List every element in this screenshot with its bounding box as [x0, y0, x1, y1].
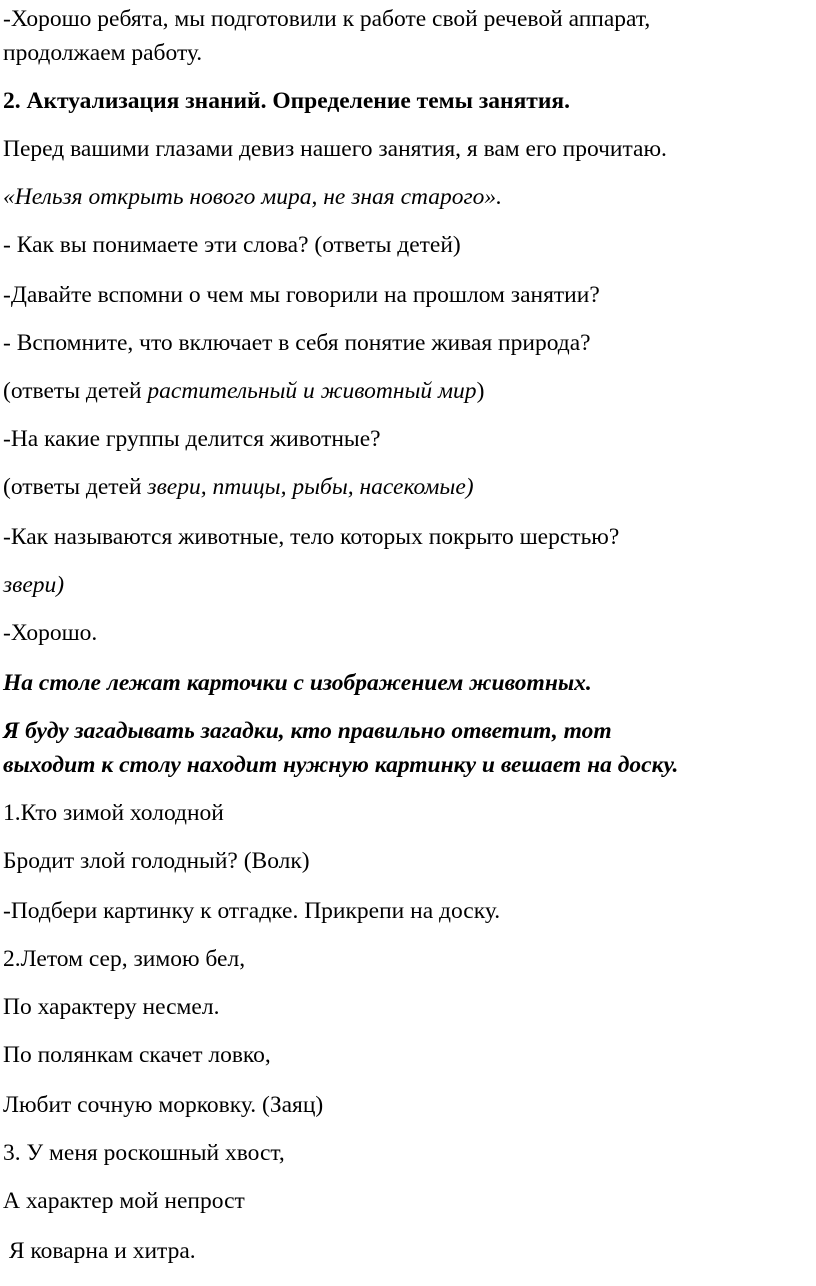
- answer-3-italic: растительный и животный мир: [147, 378, 477, 404]
- riddle-1-line-2: Бродит злой голодный? (Волк): [3, 848, 310, 874]
- answer-4-italic: звери, птицы, рыбы, насекомые): [147, 474, 474, 500]
- instruction-line-1: На столе лежат карточки с изображением животных.: [3, 670, 592, 696]
- answer-4: [3, 474, 474, 501]
- motto-intro: Перед вашими глазами девиз нашего занятия, я вам его прочитаю.: [3, 136, 667, 162]
- answer-3-suffix: ): [476, 378, 485, 404]
- question-2: -Давайте вспомни о чем мы говорили на прошлом занятии?: [3, 282, 600, 308]
- answer-3-prefix: (ответы детей: [3, 378, 148, 404]
- intro-line-1: -Хорошо ребята, мы подготовили к работе свой речевой аппарат,: [3, 6, 651, 32]
- riddle-3-line-2: А характер мой непрост: [3, 1188, 245, 1214]
- praise-line: -Хорошо.: [3, 620, 98, 646]
- riddle-3-line-3: Я коварна и хитра.: [3, 1238, 196, 1264]
- riddle-1-line-1: 1.Кто зимой холодной: [3, 800, 224, 826]
- intro-line-2: продолжаем работу.: [3, 40, 203, 66]
- question-3: - Вспомните, что включает в себя понятие живая природа?: [3, 330, 591, 356]
- section-heading: 2. Актуализация знаний. Определение темы занятия.: [3, 88, 570, 114]
- riddle-2-line-4: Любит сочную морковку. (Заяц): [3, 1092, 324, 1118]
- riddle-2-line-2: По характеру несмел.: [3, 994, 220, 1020]
- answer-4-prefix: (ответы детей: [3, 474, 148, 500]
- instruction-line-2: Я буду загадывать загадки, кто правильно ответит, тот: [3, 718, 612, 744]
- riddle-2-line-3: По полянкам скачет ловко,: [3, 1042, 271, 1068]
- answer-3: [3, 378, 484, 405]
- question-1: - Как вы понимаете эти слова? (ответы детей): [3, 232, 461, 258]
- question-4: -На какие группы делится животные?: [3, 426, 381, 452]
- riddle-1-task: -Подбери картинку к отгадке. Прикрепи на доску.: [3, 898, 501, 924]
- motto: «Нельзя открыть нового мира, не зная старого».: [3, 184, 503, 210]
- riddle-2-line-1: 2.Летом сер, зимою бел,: [3, 946, 246, 972]
- riddle-3-line-1: 3. У меня роскошный хвост,: [3, 1140, 285, 1166]
- question-5: -Как называются животные, тело которых покрыто шерстью?: [3, 524, 620, 550]
- answer-5: звери): [3, 572, 65, 598]
- instruction-line-3: выходит к столу находит нужную картинку и вешает на доску.: [3, 752, 679, 778]
